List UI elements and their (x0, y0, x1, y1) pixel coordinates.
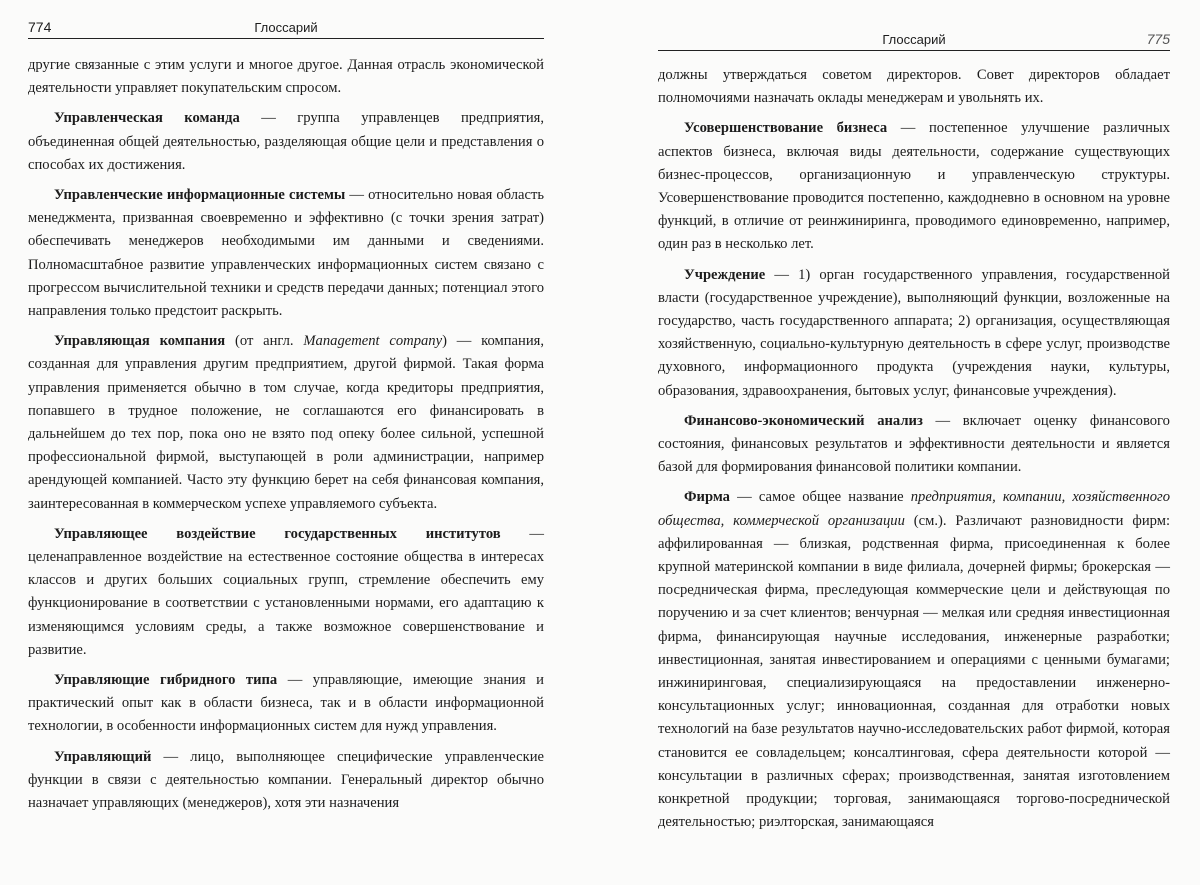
page-number: 775 (1146, 31, 1170, 47)
page-number: 774 (28, 19, 52, 35)
entry-definition: — относительно новая область менеджмента, призванная своевременно и эффективно (с точки зрения затрат) обеспечивать менеджеров необходимыми им данными и сведениями. Полномасштабное развитие управленческих информационных систем связано с прогрессом вычислительной техники и средств передачи данных; потенциал этого направления только предстоит раскрыть. (28, 187, 544, 320)
entry-italic: предприятия, компании, хозяйственного общества, коммерческой организации (658, 489, 1170, 529)
entry-definition: — группа управленцев предприятия, объединенная общей деятельностью, разделяющая общие цели и представления о способах их достижения. (28, 110, 544, 173)
glossary-entry (28, 669, 544, 739)
entry-definition: — управляющие, имеющие знания и практический опыт как в области бизнеса, так и в области информационной технологии, в особенности информационных систем для нужд управления. (28, 672, 544, 735)
glossary-entry (658, 264, 1170, 403)
entry-term: Учреждение (684, 266, 766, 283)
entry-term: Усовершенствование бизнеса (684, 120, 888, 137)
entry-term: Управляющее воздействие государственных институтов (54, 525, 501, 542)
entry-definition: — целенаправленное воздействие на естественное состояние общества в интересах классов и других больших социальных групп, стремление обеспечить ему функционирование в соответствии с установленными нормами, его адаптацию к изменяющимся условиям среды, а также возможное совершенствование и развитие. (28, 525, 544, 658)
paragraph: должны утверждаться советом директоров. Совет директоров обладает полномочиями назначать оклады менеджерам и увольнять их. (658, 67, 1170, 107)
right-page-text (658, 64, 1170, 842)
left-page-text (28, 54, 544, 822)
entry-term: Управляющий (54, 748, 152, 765)
running-title: Глоссарий (254, 20, 318, 35)
glossary-entry (28, 184, 544, 323)
glossary-entry (28, 523, 544, 662)
entry-definition: — включает оценку финансового состояния, финансовых результатов и эффективности деятельности и является базой для формирования финансовой политики компании. (658, 412, 1170, 476)
entry-term: Управленческая команда (54, 110, 240, 127)
glossary-entry (658, 117, 1170, 256)
entry-italic: Management company (303, 333, 443, 350)
glossary-entry (28, 746, 544, 816)
entry-definition: (см.). Различают разновидности фирм: аффилированная — близкая, родственная фирма, присоединенная к более крупной материнской компании в виде филиала, дочерней фирмы; брокерская — посредническая фирма, преследующая коммерческие цели и действующая по поручению и за счет клиентов; венчурная — мелкая или средняя инвестиционная фирма, финансирующая научные исследования, инженерные разработки; инвестиционная, занятая инвестированием и операциями с ценными бумагами; инжиниринговая, специализирующаяся на предоставлении инженерно-консультационных услуг; инновационная, созданная для отработки новых технологий на базе результатов научно-исследовательских работ фирмой, которая становится ее совладельцем; консалтинговая, сфера деятельности которой — консультации в различных сферах; производственная, занятая изготовлением конкретной продукции; торговая, занимающаяся торгово-посреднической деятельностью; риэлторская, занимающаяся (658, 512, 1170, 831)
glossary-entry: Управляющая компания (от англ. Management company) — компания, созданная для управления другим предприятием, другой фирмой. Такая форма управления применяется обычно в том случае, когда кредиторы предприятия, попавшего в трудное положение, не соглашаются его финансировать в дальнейшем до тех пор, пока оно не взято под опеку более сильной, успешной профессиональной фирмой, выступающей в роли администрации, например арендующей компанией. Часто эту функцию берет на себя финансовая компания, заинтересованная в коммерческом успехе управляемого субъекта. (28, 333, 545, 512)
right-page (600, 0, 1200, 885)
entry-term: Управляющая компания (54, 333, 226, 350)
entry-term: Управляющие гибридного типа (54, 672, 278, 689)
entry-definition: ) — компания, созданная для управления другим предприятием, другой фирмой. Такая форма управления применяется обычно в том случае, когда кредиторы предприятия, попавшего в трудное положение, не соглашаются его финансировать в дальнейшем до тех пор, пока оно не взято под опеку более сильной, успешной профессиональной фирмой, выступающей в роли администрации, например арендующей компанией. Часто эту функцию берет на себя финансовая компания, заинтересованная в коммерческом успехе управляемого субъекта. (28, 333, 545, 512)
running-title: Глоссарий (882, 32, 946, 47)
entry-term: Финансово-экономический анализ (684, 412, 923, 429)
left-page-header (28, 16, 544, 39)
right-page-header (658, 28, 1170, 51)
glossary-entry (658, 410, 1170, 480)
entry-definition: — постепенное улучшение различных аспектов бизнеса, включая виды деятельности, содержание существующих бизнес-процессов, организационную и управленческую структуры. Усовершенствование проводится постепенно, каждодневно в основном на уровне функций, в отличие от реинжиниринга, проводимого единовременно, например, один раз в несколько лет. (658, 120, 1171, 253)
glossary-entry: Фирма — самое общее название предприятия, компании, хозяйственного общества, коммерческой организации (см.). Различают разновидности фирм: аффилированная — близкая, родственная фирма, присоединенная к более крупной материнской компании в виде филиала, дочерней фирмы; брокерская — посредническая фирма, преследующая коммерческие цели и действующая по поручению и за счет клиентов; венчурная — мелкая или средняя инвестиционная фирма, финансирующая научные исследования, инженерные разработки; инвестиционная, занятая инвестированием и операциями с ценными бумагами; инжиниринговая, специализирующаяся на предоставлении инженерно-консультационных услуг; инновационная, созданная для отработки новых технологий на базе результатов научно-исследовательских работ фирмой, которая становится ее совладельцем; консалтинговая, сфера деятельности которой — консультации в различных сферах; производственная, занятая изготовлением конкретной продукции; торговая, занимающаяся торгово-посреднической деятельностью; риэлторская, занимающаяся (658, 489, 1170, 831)
entry-definition: — 1) орган государственного управления, государственной власти (государственное учреждение), выполняющий функции, возложенные на государство, часть государственного аппарата; 2) организация, осуществляющая хозяйственную, социально-культурную деятельность в сфере услуг, производстве духовного, информационного продукта (учреждения науки, культуры, образования, здравоохранения, бытовых услуг, финансовые учреждения). (658, 266, 1170, 399)
glossary-entry (28, 107, 544, 177)
entry-term: Управленческие информационные системы (54, 187, 346, 204)
paragraph: другие связанные с этим услуги и многое другое. Данная отрасль экономической деятельности управляет покупательским спросом. (28, 57, 544, 97)
entry-term: Фирма (684, 489, 730, 506)
entry-definition: — лицо, выполняющее специфические управленческие функции в связи с деятельностью компании. Генеральный директор обычно назначает управляющих (менеджеров), хотя эти назначения (28, 748, 544, 812)
